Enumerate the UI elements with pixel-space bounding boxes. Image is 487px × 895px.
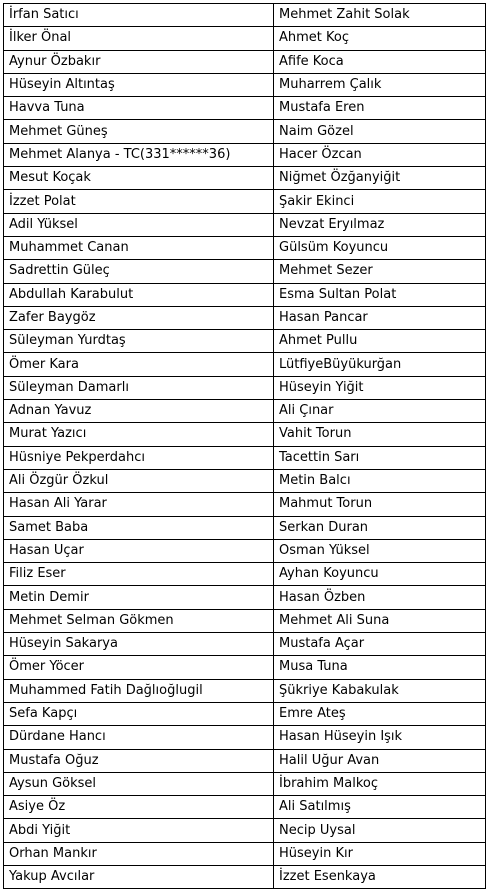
name-cell-right: İbrahim Malkoç: [274, 772, 486, 795]
name-cell-right: Mustafa Eren: [274, 97, 486, 120]
name-cell-left: Samet Baba: [4, 516, 274, 539]
table-row: [4, 609, 486, 632]
table-row: [4, 726, 486, 749]
name-cell-left: Abdi Yiğit: [4, 819, 274, 842]
name-cell-right: Afife Koca: [274, 50, 486, 73]
name-cell-left: Havva Tuna: [4, 97, 274, 120]
name-cell-left: Asiye Öz: [4, 796, 274, 819]
name-cell-right: Ahmet Koç: [274, 27, 486, 50]
name-cell-right: LütfiyeBüyükurğan: [274, 353, 486, 376]
name-cell-left: Mehmet Güneş: [4, 120, 274, 143]
name-cell-right: Esma Sultan Polat: [274, 283, 486, 306]
name-list-body: [4, 4, 486, 889]
table-row: [4, 772, 486, 795]
name-cell-left: Ali Özgür Özkul: [4, 469, 274, 492]
table-row: [4, 190, 486, 213]
name-cell-right: Muharrem Çalık: [274, 73, 486, 96]
name-cell-left: Hüseyin Altıntaş: [4, 73, 274, 96]
table-row: [4, 586, 486, 609]
table-row: [4, 50, 486, 73]
name-cell-right: Mehmet Ali Suna: [274, 609, 486, 632]
table-row: [4, 749, 486, 772]
table-row: [4, 27, 486, 50]
name-cell-left: Ömer Yöcer: [4, 656, 274, 679]
name-cell-left: Hasan Ali Yarar: [4, 493, 274, 516]
name-cell-right: Tacettin Sarı: [274, 446, 486, 469]
table-row: [4, 167, 486, 190]
name-cell-right: Mustafa Açar: [274, 633, 486, 656]
name-cell-left: Hasan Uçar: [4, 539, 274, 562]
name-list-table: [3, 3, 486, 889]
name-cell-left: Hüsniye Pekperdahcı: [4, 446, 274, 469]
name-cell-right: Şakir Ekinci: [274, 190, 486, 213]
table-row: [4, 120, 486, 143]
name-cell-left: Mehmet Alanya - TC(331******36): [4, 143, 274, 166]
name-cell-left: Filiz Eser: [4, 563, 274, 586]
table-row: [4, 353, 486, 376]
table-row: [4, 446, 486, 469]
name-cell-left: İzzet Polat: [4, 190, 274, 213]
table-row: [4, 493, 486, 516]
name-cell-left: Sadrettin Güleç: [4, 260, 274, 283]
name-cell-right: Osman Yüksel: [274, 539, 486, 562]
name-cell-right: Mahmut Torun: [274, 493, 486, 516]
table-row: [4, 330, 486, 353]
name-cell-right: Hüseyin Yiğit: [274, 376, 486, 399]
name-cell-right: Mehmet Zahit Solak: [274, 4, 486, 27]
name-cell-right: Hasan Hüseyin Işık: [274, 726, 486, 749]
table-row: [4, 633, 486, 656]
table-row: [4, 306, 486, 329]
name-cell-right: Halil Uğur Avan: [274, 749, 486, 772]
name-cell-right: Hüseyin Kır: [274, 842, 486, 865]
name-cell-right: Ayhan Koyuncu: [274, 563, 486, 586]
table-row: [4, 865, 486, 888]
name-cell-left: Mehmet Selman Gökmen: [4, 609, 274, 632]
name-cell-right: Emre Ateş: [274, 702, 486, 725]
name-cell-left: Orhan Mankır: [4, 842, 274, 865]
table-row: [4, 213, 486, 236]
table-row: [4, 796, 486, 819]
name-cell-right: Necip Uysal: [274, 819, 486, 842]
name-cell-left: Metin Demir: [4, 586, 274, 609]
name-cell-right: Nevzat Eryılmaz: [274, 213, 486, 236]
name-cell-left: Adnan Yavuz: [4, 400, 274, 423]
name-cell-left: İrfan Satıcı: [4, 4, 274, 27]
name-cell-right: Vahit Torun: [274, 423, 486, 446]
name-cell-right: Şükriye Kabakulak: [274, 679, 486, 702]
table-row: [4, 516, 486, 539]
name-cell-left: Aynur Özbakır: [4, 50, 274, 73]
name-cell-right: Naim Gözel: [274, 120, 486, 143]
name-cell-left: Abdullah Karabulut: [4, 283, 274, 306]
name-cell-right: Niğmet Özğanyiğit: [274, 167, 486, 190]
name-cell-right: Mehmet Sezer: [274, 260, 486, 283]
table-row: [4, 283, 486, 306]
name-cell-left: Muhammet Canan: [4, 236, 274, 259]
table-row: [4, 842, 486, 865]
table-row: [4, 376, 486, 399]
name-cell-right: Musa Tuna: [274, 656, 486, 679]
name-cell-left: Zafer Baygöz: [4, 306, 274, 329]
name-cell-left: Sefa Kapçı: [4, 702, 274, 725]
name-cell-right: Hacer Özcan: [274, 143, 486, 166]
name-cell-right: Metin Balcı: [274, 469, 486, 492]
table-row: [4, 97, 486, 120]
name-cell-right: Ali Çınar: [274, 400, 486, 423]
table-row: [4, 656, 486, 679]
name-cell-left: Muhammed Fatih Dağlıoğlugil: [4, 679, 274, 702]
name-cell-left: İlker Önal: [4, 27, 274, 50]
name-cell-left: Hüseyin Sakarya: [4, 633, 274, 656]
name-cell-left: Süleyman Damarlı: [4, 376, 274, 399]
name-cell-right: Ahmet Pullu: [274, 330, 486, 353]
name-cell-right: Hasan Özben: [274, 586, 486, 609]
name-cell-left: Mesut Koçak: [4, 167, 274, 190]
table-row: [4, 679, 486, 702]
table-row: [4, 73, 486, 96]
name-cell-right: Gülsüm Koyuncu: [274, 236, 486, 259]
table-row: [4, 563, 486, 586]
name-cell-left: Murat Yazıcı: [4, 423, 274, 446]
table-row: [4, 260, 486, 283]
table-row: [4, 400, 486, 423]
name-cell-left: Dürdane Hancı: [4, 726, 274, 749]
name-cell-left: Ömer Kara: [4, 353, 274, 376]
table-row: [4, 236, 486, 259]
name-cell-right: İzzet Esenkaya: [274, 865, 486, 888]
table-row: [4, 539, 486, 562]
table-row: [4, 4, 486, 27]
table-row: [4, 819, 486, 842]
name-cell-left: Yakup Avcılar: [4, 865, 274, 888]
name-cell-left: Süleyman Yurdtaş: [4, 330, 274, 353]
name-cell-right: Ali Satılmış: [274, 796, 486, 819]
table-row: [4, 423, 486, 446]
name-cell-left: Aysun Göksel: [4, 772, 274, 795]
table-row: [4, 702, 486, 725]
name-cell-right: Hasan Pancar: [274, 306, 486, 329]
name-cell-left: Mustafa Oğuz: [4, 749, 274, 772]
table-row: [4, 143, 486, 166]
name-cell-left: Adil Yüksel: [4, 213, 274, 236]
table-row: [4, 469, 486, 492]
name-cell-right: Serkan Duran: [274, 516, 486, 539]
